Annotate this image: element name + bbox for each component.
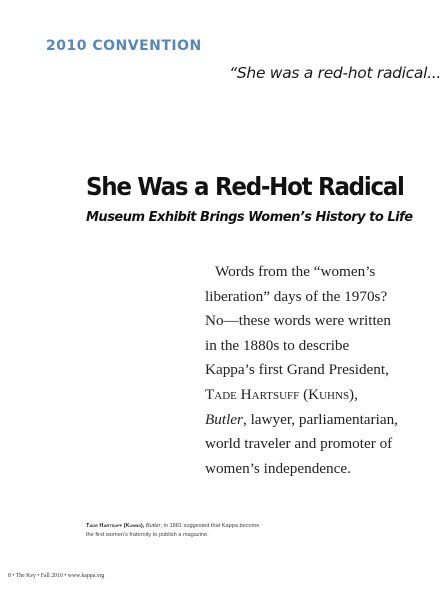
section-label: 2010 CONVENTION — [46, 38, 202, 54]
body-line — [205, 408, 405, 433]
body-line: Kappa’s first Grand President, — [205, 361, 389, 379]
caption-name: Tade Hartsuff (Kuhns), — [86, 523, 145, 529]
pull-quote: “She was a red-hot radical... — [229, 64, 441, 82]
page-footer: 8 • The Key • Fall 2010 • www.kappa.org — [8, 573, 105, 579]
photo-caption — [86, 522, 316, 540]
body-line: liberation” days of the 1970s? — [205, 287, 388, 305]
body-line: No—these words were written — [205, 312, 391, 330]
body-line: world traveler and promoter of — [205, 435, 393, 453]
article-headline: She Was a Red-Hot Radical — [86, 172, 404, 201]
caption-city: Butler — [145, 523, 161, 529]
body-line: women’s independence. — [205, 459, 351, 477]
body-line: in the 1880s to describe — [205, 336, 350, 354]
article-subhead: Museum Exhibit Brings Women’s History to Life — [86, 210, 413, 225]
body-city: Butler — [205, 410, 243, 428]
body-line-name: Tade Hartsuff (Kuhns), — [205, 385, 358, 403]
caption-text: the first women’s fraternity to publish a magazine. — [86, 532, 209, 538]
caption-text: , in 1881 suggested that Kappa become — [160, 523, 260, 529]
body-line: Words from the “women’s — [215, 263, 376, 280]
body-line-rest: , lawyer, parliamentarian, — [242, 410, 398, 428]
article-body — [205, 260, 405, 481]
